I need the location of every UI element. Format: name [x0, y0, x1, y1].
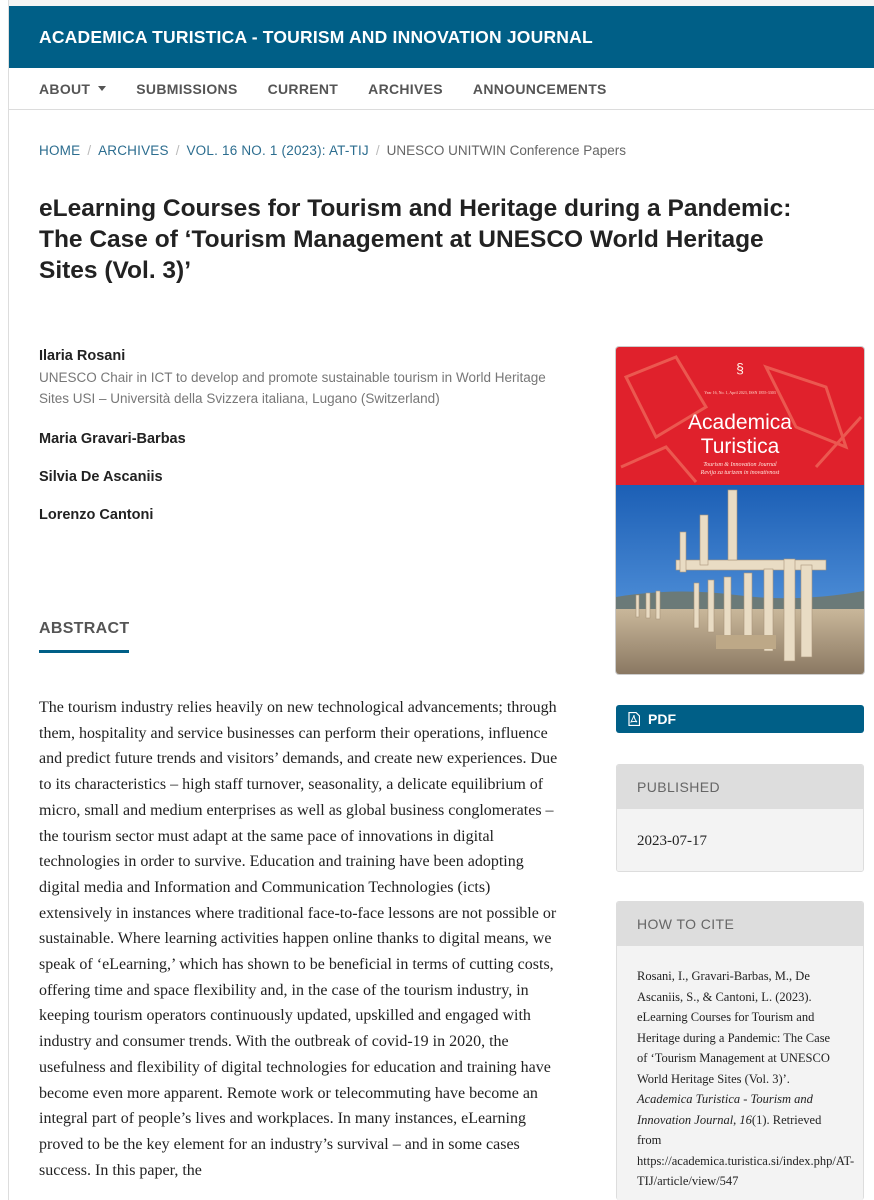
breadcrumb-issue[interactable]: VOL. 16 NO. 1 (2023): AT-TIJ [186, 143, 369, 158]
cover-illustration [616, 347, 864, 674]
nav-submissions[interactable]: SUBMISSIONS [136, 80, 238, 97]
breadcrumb-section: UNESCO UNITWIN Conference Papers [386, 143, 626, 158]
cover-title-line2: Turistica [700, 435, 780, 458]
cover-stone-base [716, 635, 776, 649]
author-item [39, 507, 579, 523]
citation-journal: Academica Turistica - Tourism and Innovation Journal [637, 1092, 813, 1127]
author-name: Silvia De Ascaniis [39, 469, 163, 485]
author-name: Lorenzo Cantoni [39, 507, 154, 523]
abstract-text: The tourism industry relies heavily on new technological advancements; through them, hospitality and service businesses can perform their operations, influence and predict future trends and visitors’ demands, and create new experiences. Due to its characteristics – high staff turnover, seasonality, a delicate equilibrium of micro, small and medium enterprises as well as global business conglomerates – the tourism sector must adapt at the same pace of innovations in digital technologies in order to survive. Education and training have been adopting digital media and Information and Communication Technologies (icts) extensively in instances where traditional face-to-face lessons are not possible or sustainable. Where learning activities happen online thanks to digital means, we speak of ‘eLearning,’ which has shown to be beneficial in terms of cutting costs, offering time and space flexibility and, in the case of the tourism industry, in keeping tourism operators continuously updated, upskilled and engaged with industry and consumer trends. With the outbreak of covid-19 in 2020, the usefulness and flexibility of digital technologies for education and training have become even more apparent. Remote work or telecommuting have become an integral part of people’s lives and workplaces. In many instances, eLearning proved to be the key element for an industry’s survival – and in some cases success. In this paper, the [39, 699, 558, 1179]
abstract-heading: ABSTRACT [39, 620, 129, 653]
breadcrumb-home[interactable]: HOME [39, 143, 81, 158]
author-affiliation: UNESCO Chair in ICT to develop and promote sustainable tourism in World Heritage Sites USI – Università della Svizzera italiana, Lugano (Switzerland) [39, 370, 546, 406]
citation-separator: , [733, 1112, 740, 1127]
published-date: 2023-07-17 [617, 809, 863, 872]
nav-current[interactable]: CURRENT [267, 80, 339, 97]
cover-masthead: Year 16, No. 1, April 2023, ISSN 1855-3303 [704, 390, 776, 395]
pdf-button-label: PDF [648, 711, 676, 727]
citation-part2: (1). Retrieved from https://academica.turistica.si/index.php/AT-TIJ/article/view/547 [637, 1112, 855, 1188]
published-heading: PUBLISHED [617, 765, 863, 809]
published-card [616, 764, 864, 872]
primary-nav [9, 68, 874, 110]
nav-about-label: ABOUT [39, 80, 91, 97]
author-name: Ilaria Rosani [39, 348, 126, 364]
breadcrumb-separator: / [175, 143, 180, 158]
pdf-download-button[interactable] [616, 705, 864, 733]
breadcrumb-archives[interactable]: ARCHIVES [98, 143, 169, 158]
issue-cover-image[interactable] [616, 347, 864, 674]
author-item [39, 431, 579, 447]
journal-title-link[interactable]: ACADEMICA TURISTICA - TOURISM AND INNOVATION JOURNAL [39, 26, 593, 47]
nav-announcements[interactable]: ANNOUNCEMENTS [472, 80, 607, 97]
nav-about[interactable] [39, 81, 106, 97]
citation-text [617, 946, 863, 1200]
breadcrumb-separator: / [87, 143, 92, 158]
cover-title-line1: Academica [688, 411, 792, 434]
how-to-cite-heading: HOW TO CITE [617, 902, 863, 946]
breadcrumb [39, 143, 626, 158]
cover-subtitle-line2: Revija za turizem in inovativnost [700, 470, 780, 476]
chevron-down-icon [98, 86, 106, 91]
nav-archives[interactable]: ARCHIVES [368, 80, 443, 97]
breadcrumb-separator: / [375, 143, 380, 158]
pdf-file-icon [628, 712, 640, 726]
left-frame-edge [0, 0, 9, 1200]
citation-volume: 16 [739, 1112, 752, 1127]
how-to-cite-card [616, 901, 864, 1200]
page-title: eLearning Courses for Tourism and Heritage during a Pandemic: The Case of ‘Tourism Management at UNESCO World Heritage Sites (Vol. 3)’ [39, 195, 792, 284]
author-name: Maria Gravari-Barbas [39, 431, 186, 447]
seahorse-icon: § [736, 360, 744, 376]
author-list [39, 348, 579, 545]
site-header [9, 6, 874, 68]
author-item [39, 348, 579, 409]
author-item [39, 469, 579, 485]
citation-part1: Rosani, I., Gravari-Barbas, M., De Ascaniis, S., & Cantoni, L. (2023). eLearning Courses for Tourism and Heritage during a Pandemic: The Case of ‘Tourism Management at UNESCO World Heritage Sites (Vol. 3)’. [637, 969, 831, 1086]
cover-subtitle-line1: Tourism & Innovation Journal [703, 462, 777, 468]
